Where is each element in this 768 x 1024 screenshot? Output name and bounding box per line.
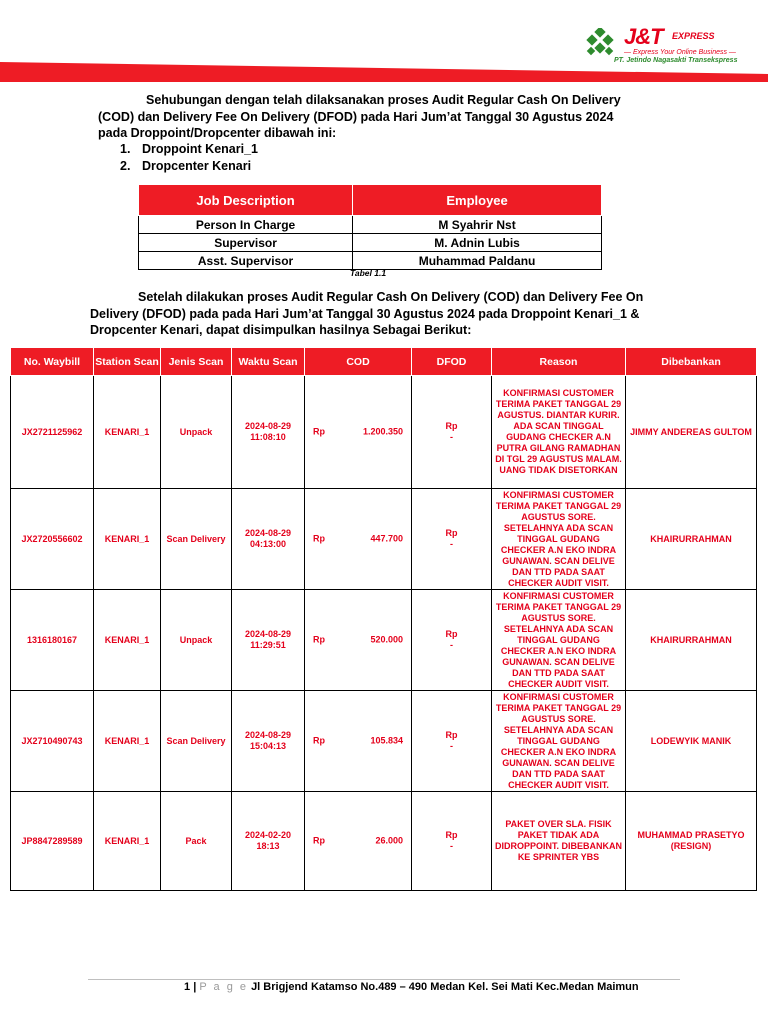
cod-cell: Rp 26.000 bbox=[305, 792, 412, 891]
intro-line-3: pada Droppoint/Dropcenter dibawah ini: bbox=[98, 126, 337, 140]
header-jenis-scan: Jenis Scan bbox=[161, 348, 232, 376]
charged-cell: JIMMY ANDEREAS GULTOM bbox=[626, 376, 757, 489]
cod-cell: Rp 1.200.350 bbox=[305, 376, 412, 489]
charged-cell: KHAIRURRAHMAN bbox=[626, 489, 757, 590]
station-cell: KENARI_1 bbox=[94, 691, 161, 792]
page-footer: 1 | P a g e Jl Brigjend Katamso No.489 – 490 Medan Kel. Sei Mati Kec.Medan Maimun bbox=[184, 981, 639, 993]
conclusion-line-2: Delivery (DFOD) pada pada Hari Jum’at Tanggal 30 Agustus 2024 pada Droppoint Kenari_1 & bbox=[90, 306, 640, 321]
station-cell: KENARI_1 bbox=[94, 590, 161, 691]
waktu-cell: 2024-08-29 15:04:13 bbox=[232, 691, 305, 792]
reason-cell: KONFIRMASI CUSTOMER TERIMA PAKET TANGGAL 29 AGUSTUS SORE. SETELAHNYA ADA SCAN TINGGAL GUDANG CHECKER A.N EKO INDRA GUNAWAN. SCAN DELIVE DAN TTD PADA SAAT CHECKER AUDIT VISIT. bbox=[492, 691, 626, 792]
header-dfod: DFOD bbox=[412, 348, 492, 376]
header-waktu-scan: Waktu Scan bbox=[232, 348, 305, 376]
table-row bbox=[11, 590, 757, 691]
charged-cell: LODEWYIK MANIK bbox=[626, 691, 757, 792]
brand-sub: EXPRESS bbox=[672, 31, 715, 41]
jenis-cell: Unpack bbox=[161, 376, 232, 489]
table-row bbox=[11, 489, 757, 590]
brand-tagline: — Express Your Online Business — bbox=[624, 49, 736, 56]
jenis-cell: Unpack bbox=[161, 590, 232, 691]
waktu-cell: 2024-08-29 04:13:00 bbox=[232, 489, 305, 590]
jnt-globe-icon bbox=[584, 28, 620, 58]
reason-cell: KONFIRMASI CUSTOMER TERIMA PAKET TANGGAL 29 AGUSTUS SORE. SETELAHNYA ADA SCAN TINGGAL GUDANG CHECKER A.N EKO INDRA GUNAWAN. SCAN DELIVE DAN TTD PADA SAAT CHECKER AUDIT VISIT. bbox=[492, 590, 626, 691]
waybill-cell: JX2710490743 bbox=[11, 691, 94, 792]
footer-address: Jl Brigjend Katamso No.489 – 490 Medan Kel. Sei Mati Kec.Medan Maimun bbox=[251, 981, 639, 993]
page-label: P a g e bbox=[199, 981, 248, 993]
reason-cell: KONFIRMASI CUSTOMER TERIMA PAKET TANGGAL 29 AGUSTUS SORE. SETELAHNYA ADA SCAN TINGGAL GUDANG CHECKER A.N EKO INDRA GUNAWAN. SCAN DELIVE DAN TTD PADA SAAT CHECKER AUDIT VISIT. bbox=[492, 489, 626, 590]
dfod-cell: Rp - bbox=[412, 489, 492, 590]
cod-cell: Rp 447.700 bbox=[305, 489, 412, 590]
jenis-cell: Scan Delivery bbox=[161, 489, 232, 590]
header-red-band bbox=[0, 60, 768, 84]
audit-table bbox=[10, 347, 757, 891]
header-dibebankan: Dibebankan bbox=[626, 348, 757, 376]
table-row: Person In Charge M Syahrir Nst bbox=[139, 216, 602, 234]
cod-cell: Rp 520.000 bbox=[305, 590, 412, 691]
header-station-scan: Station Scan bbox=[94, 348, 161, 376]
table-row: Supervisor M. Adnin Lubis bbox=[139, 234, 602, 252]
reason-cell: KONFIRMASI CUSTOMER TERIMA PAKET TANGGAL 29 AGUSTUS. DIANTAR KURIR. ADA SCAN TINGGAL GUDANG CHECKER A.N PUTRA GILANG RAMADHAN DI TGL 29 AGUSTUS MALAM. UANG TIDAK DISETORKAN bbox=[492, 376, 626, 489]
table-row: Asst. Supervisor Muhammad Paldanu bbox=[139, 252, 602, 270]
header-reason: Reason bbox=[492, 348, 626, 376]
cod-cell: Rp 105.834 bbox=[305, 691, 412, 792]
header-cod: COD bbox=[305, 348, 412, 376]
waybill-cell: JX2720556602 bbox=[11, 489, 94, 590]
company-name: PT. Jetindo Nagasakti Transekspress bbox=[614, 57, 738, 64]
waktu-cell: 2024-02-20 18:13 bbox=[232, 792, 305, 891]
station-cell: KENARI_1 bbox=[94, 792, 161, 891]
list-item: 1. Droppoint Kenari_1 bbox=[120, 142, 258, 156]
footer-divider bbox=[88, 979, 680, 980]
table-row bbox=[11, 376, 757, 489]
charged-cell: KHAIRURRAHMAN bbox=[626, 590, 757, 691]
conclusion-line-3: Dropcenter Kenari, dapat disimpulkan hasilnya Sebagai Berikut: bbox=[90, 323, 472, 337]
table-caption: Tabel 1.1 bbox=[350, 268, 387, 278]
station-cell: KENARI_1 bbox=[94, 376, 161, 489]
brand-main: J&T bbox=[624, 24, 663, 49]
waktu-cell: 2024-08-29 11:29:51 bbox=[232, 590, 305, 691]
conclusion-line-1: Setelah dilakukan proses Audit Regular Cash On Delivery (COD) dan Delivery Fee On bbox=[138, 290, 644, 304]
jenis-cell: Pack bbox=[161, 792, 232, 891]
header-job-description: Job Description bbox=[139, 185, 353, 216]
dfod-cell: Rp - bbox=[412, 691, 492, 792]
station-cell: KENARI_1 bbox=[94, 489, 161, 590]
intro-line-1: Sehubungan dengan telah dilaksanakan proses Audit Regular Cash On Delivery bbox=[146, 93, 621, 107]
droppoint-list bbox=[120, 141, 258, 175]
conclusion-paragraph bbox=[90, 289, 680, 339]
intro-paragraph bbox=[98, 92, 658, 142]
list-item: 2. Dropcenter Kenari bbox=[120, 159, 252, 173]
charged-cell: MUHAMMAD PRASETYO (RESIGN) bbox=[626, 792, 757, 891]
dfod-cell: Rp - bbox=[412, 590, 492, 691]
reason-cell: PAKET OVER SLA. FISIK PAKET TIDAK ADA DIDROPPOINT. DIBEBANKAN KE SPRINTER YBS bbox=[492, 792, 626, 891]
table-row bbox=[11, 792, 757, 891]
waybill-cell: 1316180167 bbox=[11, 590, 94, 691]
page-number: 1 bbox=[184, 981, 191, 993]
waktu-cell: 2024-08-29 11:08:10 bbox=[232, 376, 305, 489]
staff-table bbox=[138, 184, 602, 270]
waybill-cell: JX2721125962 bbox=[11, 376, 94, 489]
header-waybill: No. Waybill bbox=[11, 348, 94, 376]
waybill-cell: JP8847289589 bbox=[11, 792, 94, 891]
jenis-cell: Scan Delivery bbox=[161, 691, 232, 792]
intro-line-2: (COD) dan Delivery Fee On Delivery (DFOD) pada Hari Jum’at Tanggal 30 Agustus 2024 bbox=[98, 109, 614, 124]
dfod-cell: Rp - bbox=[412, 376, 492, 489]
header-employee: Employee bbox=[353, 185, 602, 216]
table-row bbox=[11, 691, 757, 792]
dfod-cell: Rp - bbox=[412, 792, 492, 891]
